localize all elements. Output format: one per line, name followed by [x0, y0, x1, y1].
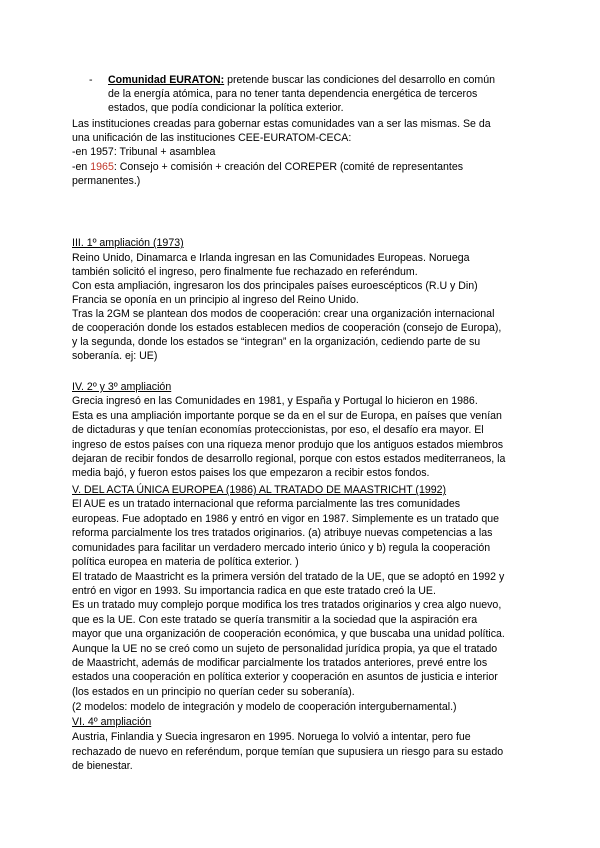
section-v-line-14: (los estados en un principio no querían ceder su soberanía). — [72, 686, 355, 698]
instituciones-line-3: -en 1957: Tribunal + asamblea — [72, 146, 216, 158]
section-iv-line-5: dejaran de recibir fondos de desarrollo regional, porque con estos estados mediterraneos, la — [72, 453, 506, 465]
section-iii-line-2: también solicitó el ingreso, pero finalmente fue rechazado en referéndum. — [72, 266, 418, 278]
section-v-line-10: mayor que una organización de cooperación económica, y que buscaba una unidad política. — [72, 628, 505, 640]
section-iv-line-6: media bajó, y fueron estos paises los que empezaron a recibir estos fondos. — [72, 467, 430, 479]
section-v-line-15: (2 modelos: modelo de integración y modelo de cooperación intergubernamental.) — [72, 701, 457, 713]
instituciones-line-1: Las instituciones creadas para gobernar estas comunidades van a ser las mismas. Se da — [72, 118, 491, 130]
section-v-line-5: política europea en materia de política exterior. ) — [72, 556, 299, 568]
section-v-line-8: Es un tratado muy complejo porque modifica los tres tratados originarios y crea algo nuevo, — [72, 599, 502, 611]
section-v-line-4: comunidades para facilitar un verdadero mercado interio único y b) regula la cooperación — [72, 542, 491, 554]
euraton-paragraph-line-2: de la energía atómica, para no tener tanta dependencia energética de terceros — [108, 88, 478, 100]
section-iii-heading: III. 1º ampliación (1973) — [72, 237, 184, 249]
year-1965: 1965 — [90, 161, 114, 173]
section-iii-line-5: Tras la 2GM se plantean dos modos de cooperación: crear una organización internacional — [72, 308, 495, 320]
section-iii-line-1: Reino Unido, Dinamarca e Irlanda ingresan en las Comunidades Europeas. Noruega — [72, 252, 470, 264]
section-v-line-3: reforma parcialmente los tres tratados originarios. (a) atribuye nuevas competencias a las — [72, 527, 493, 539]
section-iv-line-3: de dictaduras y que tenían economías proteccionistas, por eso, el desafío era mayor. El — [72, 424, 484, 436]
section-v-line-11: Aunque la UE no se creó como un sujeto de personalidad jurídica propia, ya que el tratado — [72, 643, 498, 655]
euraton-heading: Comunidad EURATON: — [108, 74, 225, 86]
euraton-paragraph-line-3: estados, que podía condicionar la política exterior. — [108, 102, 344, 114]
section-v-heading: V. DEL ACTA ÚNICA EUROPEA (1986) AL TRATADO DE MAASTRICHT (1992) — [72, 484, 447, 496]
section-iv-heading: IV. 2º y 3º ampliación — [72, 381, 172, 393]
section-iii-line-3: Con esta ampliación, ingresaron los dos principales países euroescépticos (R.U y Din) — [72, 280, 478, 292]
section-iii-line-7: y la segunda, donde los estados se “integran” en la organización, cediendo parte de su — [72, 336, 481, 348]
section-vi-line-3: de bienestar. — [72, 760, 133, 772]
euraton-paragraph-line-1: Comunidad EURATON: pretende buscar las condiciones del desarrollo en común — [108, 74, 496, 86]
section-vi-heading: VI. 4º ampliación — [72, 716, 152, 728]
instituciones-line-4: -en 1965: Consejo + comisión + creación del COREPER (comité de representantes — [72, 161, 464, 173]
section-vi-line-2: rechazado de nuevo en referéndum, porque temían que supusiera un riesgo para su estado — [72, 746, 504, 758]
section-v-line-12: de Maastricht, además de modificar parcialmente los tratados anteriores, prevé entre los — [72, 657, 488, 669]
section-iii-line-4: Francia se oponía en un principio al ingreso del Reino Unido. — [72, 294, 359, 306]
section-v-line-7: entró en vigor en 1993. Su importancia radica en que este tratado creó la UE. — [72, 585, 436, 597]
section-iii-line-6: de cooperación donde los estados establecen medios de cooperación (consejo de Europa), — [72, 322, 502, 334]
section-iv-line-2: Esta es una ampliación importante porque se da en el sur de Europa, en países que venían — [72, 410, 502, 422]
section-v-line-2: europeas. Fue adoptado en 1986 y entró en vigor en 1987. Simplemente es un tratado que — [72, 513, 499, 525]
section-v-line-6: El tratado de Maastricht es la primera versión del tratado de la UE, que se adoptó en 1992 y — [72, 571, 505, 583]
section-vi-line-1: Austria, Finlandia y Suecia ingresaron en 1995. Noruega lo volvió a intentar, pero fue — [72, 731, 471, 743]
instituciones-line-2: una unificación de las instituciones CEE-EURATOM-CECA: — [72, 132, 352, 144]
section-v-line-13: estados una cooperación en política exterior y cooperación en asuntos de justicia e interior — [72, 671, 498, 683]
section-iii-line-8: soberanía. ej: UE) — [72, 350, 158, 362]
bullet-dash: - — [89, 74, 93, 86]
section-v-line-9: que es la UE. Con este tratado se quería transmitir a la sociedad que la aspiración era — [72, 614, 478, 626]
instituciones-line-5: permanentes.) — [72, 175, 141, 187]
section-iv-line-1: Grecia ingresó en las Comunidades en 1981, y España y Portugal lo hicieron en 1986. — [72, 395, 478, 407]
section-iv-line-4: ingreso de estos países con una riqueza menor produjo que los antiguos estados miembros — [72, 439, 504, 451]
section-v-line-1: El AUE es un tratado internacional que reforma parcialmente las tres comunidades — [72, 498, 461, 510]
